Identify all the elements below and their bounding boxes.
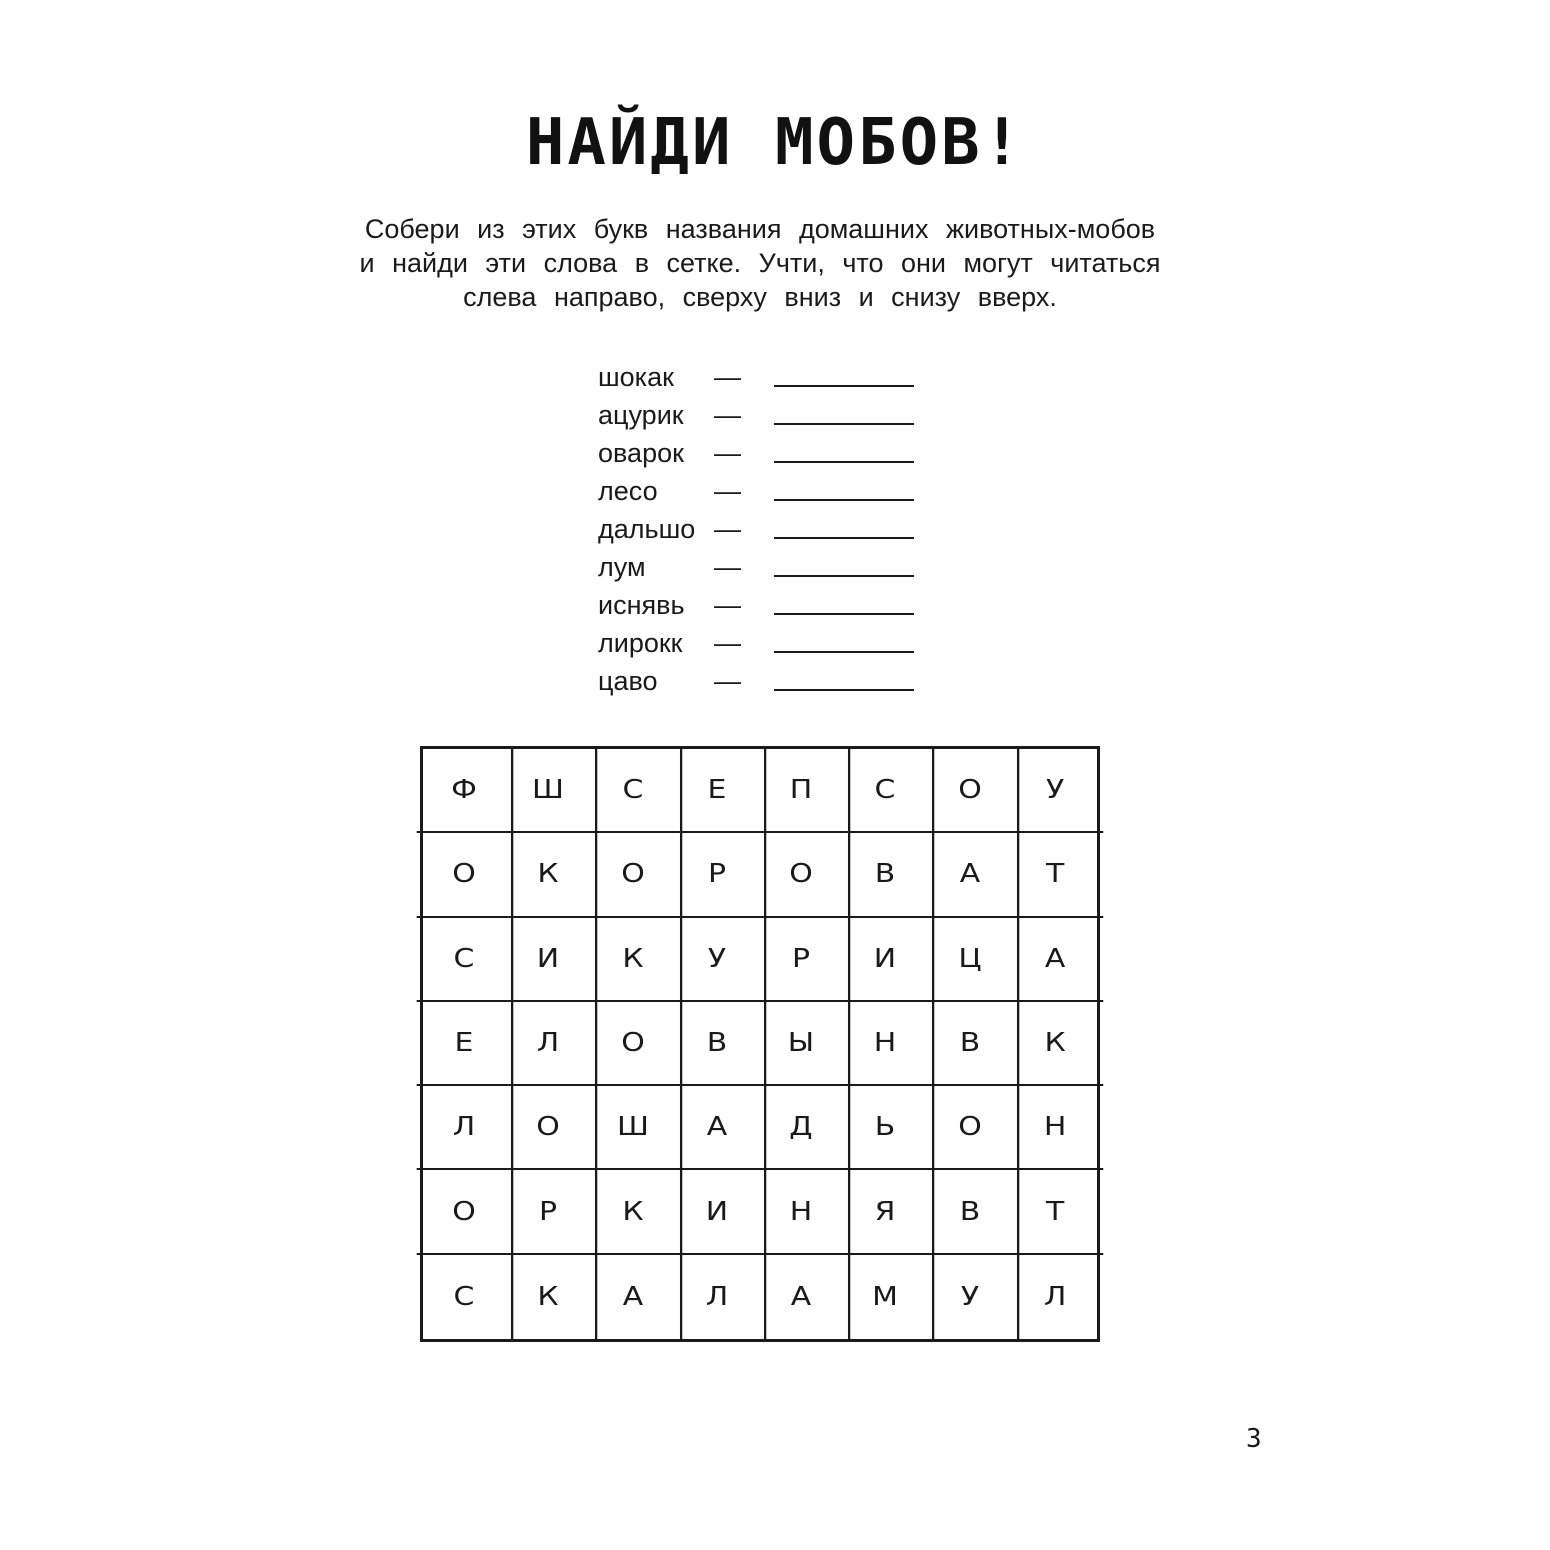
grid-cell[interactable]: Ш (501, 749, 598, 833)
scrambled-word: лесо (598, 476, 658, 506)
grid-cell[interactable]: С (838, 749, 935, 833)
grid-cell[interactable]: О (501, 1086, 598, 1170)
scrambled-word: оварок (598, 438, 684, 468)
scrambled-word: дальшо (598, 514, 696, 544)
grid-cell[interactable]: Ф (417, 749, 514, 833)
grid-cell[interactable]: Л (1043, 1281, 1067, 1312)
grid-cell[interactable]: Е (417, 1002, 514, 1086)
instructions-line: слева направо, сверху вниз и снизу вверх. (463, 282, 1057, 312)
answer-blank[interactable] (774, 423, 914, 425)
grid-cell[interactable]: М (838, 1255, 935, 1339)
scrambled-word: цаво (598, 666, 658, 696)
grid-cell[interactable]: У (1006, 749, 1103, 833)
word-row (598, 358, 928, 396)
grid-cell[interactable]: Ц (922, 918, 1019, 1002)
dash: — (714, 438, 741, 468)
grid-cell[interactable]: Я (838, 1170, 935, 1254)
grid-cell[interactable]: А (669, 1086, 766, 1170)
dash: — (714, 400, 741, 430)
answer-blank[interactable] (774, 613, 914, 615)
grid-cell[interactable]: О (754, 833, 851, 917)
grid-cell[interactable]: О (585, 833, 682, 917)
scrambled-word: лум (598, 552, 646, 582)
grid-cell[interactable]: И (838, 918, 935, 1002)
answer-blank[interactable] (774, 651, 914, 653)
grid-cell[interactable]: О (922, 1086, 1019, 1170)
grid-cell[interactable]: В (669, 1002, 766, 1086)
grid-cell[interactable]: А (754, 1255, 851, 1339)
word-row (598, 510, 928, 548)
grid-cell[interactable]: Т (1006, 1170, 1103, 1254)
instructions-line: и найди эти слова в сетке. Учти, что они могут читаться (359, 248, 1161, 278)
grid-cell[interactable]: Р (501, 1170, 598, 1254)
grid-cell[interactable]: Ы (754, 1002, 851, 1086)
answer-blank[interactable] (774, 461, 914, 463)
dash: — (714, 628, 741, 658)
scrambled-word: лирокк (598, 628, 683, 658)
grid-cell[interactable]: У (669, 918, 766, 1002)
grid-cell[interactable]: К (585, 918, 682, 1002)
grid-cell[interactable]: Л (501, 1002, 598, 1086)
word-row (598, 624, 928, 662)
word-row (598, 548, 928, 586)
grid-cell[interactable]: О (417, 833, 514, 917)
grid-cell[interactable]: К (501, 1255, 598, 1339)
grid-cell[interactable]: О (585, 1002, 682, 1086)
grid-cell[interactable]: П (754, 749, 851, 833)
answer-blank[interactable] (774, 499, 914, 501)
dash: — (714, 666, 741, 696)
grid-cell[interactable]: К (1006, 1002, 1103, 1086)
grid-cell[interactable]: В (922, 1002, 1019, 1086)
dash: — (714, 590, 741, 620)
answer-blank[interactable] (774, 385, 914, 387)
grid-cell[interactable]: С (417, 918, 514, 1002)
page-title: НАЙДИ МОБОВ! (525, 106, 1025, 180)
grid-cell[interactable]: Р (754, 918, 851, 1002)
dash: — (714, 362, 741, 392)
word-row (598, 396, 928, 434)
scrambled-word: ацурик (598, 400, 684, 430)
scrambled-word: шокак (598, 362, 674, 392)
page-number: 3 (1246, 1424, 1262, 1454)
dash: — (714, 514, 741, 544)
grid-cell[interactable]: Д (754, 1086, 851, 1170)
grid-cell[interactable]: Л (669, 1255, 766, 1339)
answer-blank[interactable] (774, 575, 914, 577)
grid-cell[interactable]: А (1006, 918, 1103, 1002)
grid-cell[interactable]: К (501, 833, 598, 917)
word-row (598, 662, 928, 700)
grid-cell[interactable]: Н (1006, 1086, 1103, 1170)
grid-cell[interactable]: Н (754, 1170, 851, 1254)
grid-cell[interactable]: Н (838, 1002, 935, 1086)
grid-cell[interactable]: В (922, 1170, 1019, 1254)
word-search-grid (420, 746, 1100, 1342)
word-row (598, 472, 928, 510)
grid-cell[interactable]: У (922, 1255, 1019, 1339)
word-row (598, 434, 928, 472)
grid-cell[interactable]: Ш (585, 1086, 682, 1170)
grid-cell[interactable]: В (838, 833, 935, 917)
grid-cell[interactable]: Е (669, 749, 766, 833)
grid-cell[interactable]: О (417, 1170, 514, 1254)
grid-cell[interactable]: С (417, 1255, 514, 1339)
grid-cell[interactable]: К (585, 1170, 682, 1254)
instructions-line: Собери из этих букв названия домашних животных-мобов (364, 214, 1156, 244)
instructions (300, 212, 1220, 314)
answer-blank[interactable] (774, 689, 914, 691)
scrambled-word-list (598, 358, 928, 700)
grid-cell[interactable]: И (501, 918, 598, 1002)
scrambled-word: иснявь (598, 590, 685, 620)
grid-cell[interactable]: А (585, 1255, 682, 1339)
dash: — (714, 476, 741, 506)
word-row (598, 586, 928, 624)
grid-cell[interactable]: Р (669, 833, 766, 917)
grid-cell[interactable]: А (922, 833, 1019, 917)
grid-cell[interactable]: С (585, 749, 682, 833)
grid-cell[interactable]: Л (417, 1086, 514, 1170)
grid-cell[interactable]: И (669, 1170, 766, 1254)
dash: — (714, 552, 741, 582)
grid-cell[interactable]: О (922, 749, 1019, 833)
grid-cell[interactable]: Ь (838, 1086, 935, 1170)
answer-blank[interactable] (774, 537, 914, 539)
grid-cell[interactable]: Т (1006, 833, 1103, 917)
